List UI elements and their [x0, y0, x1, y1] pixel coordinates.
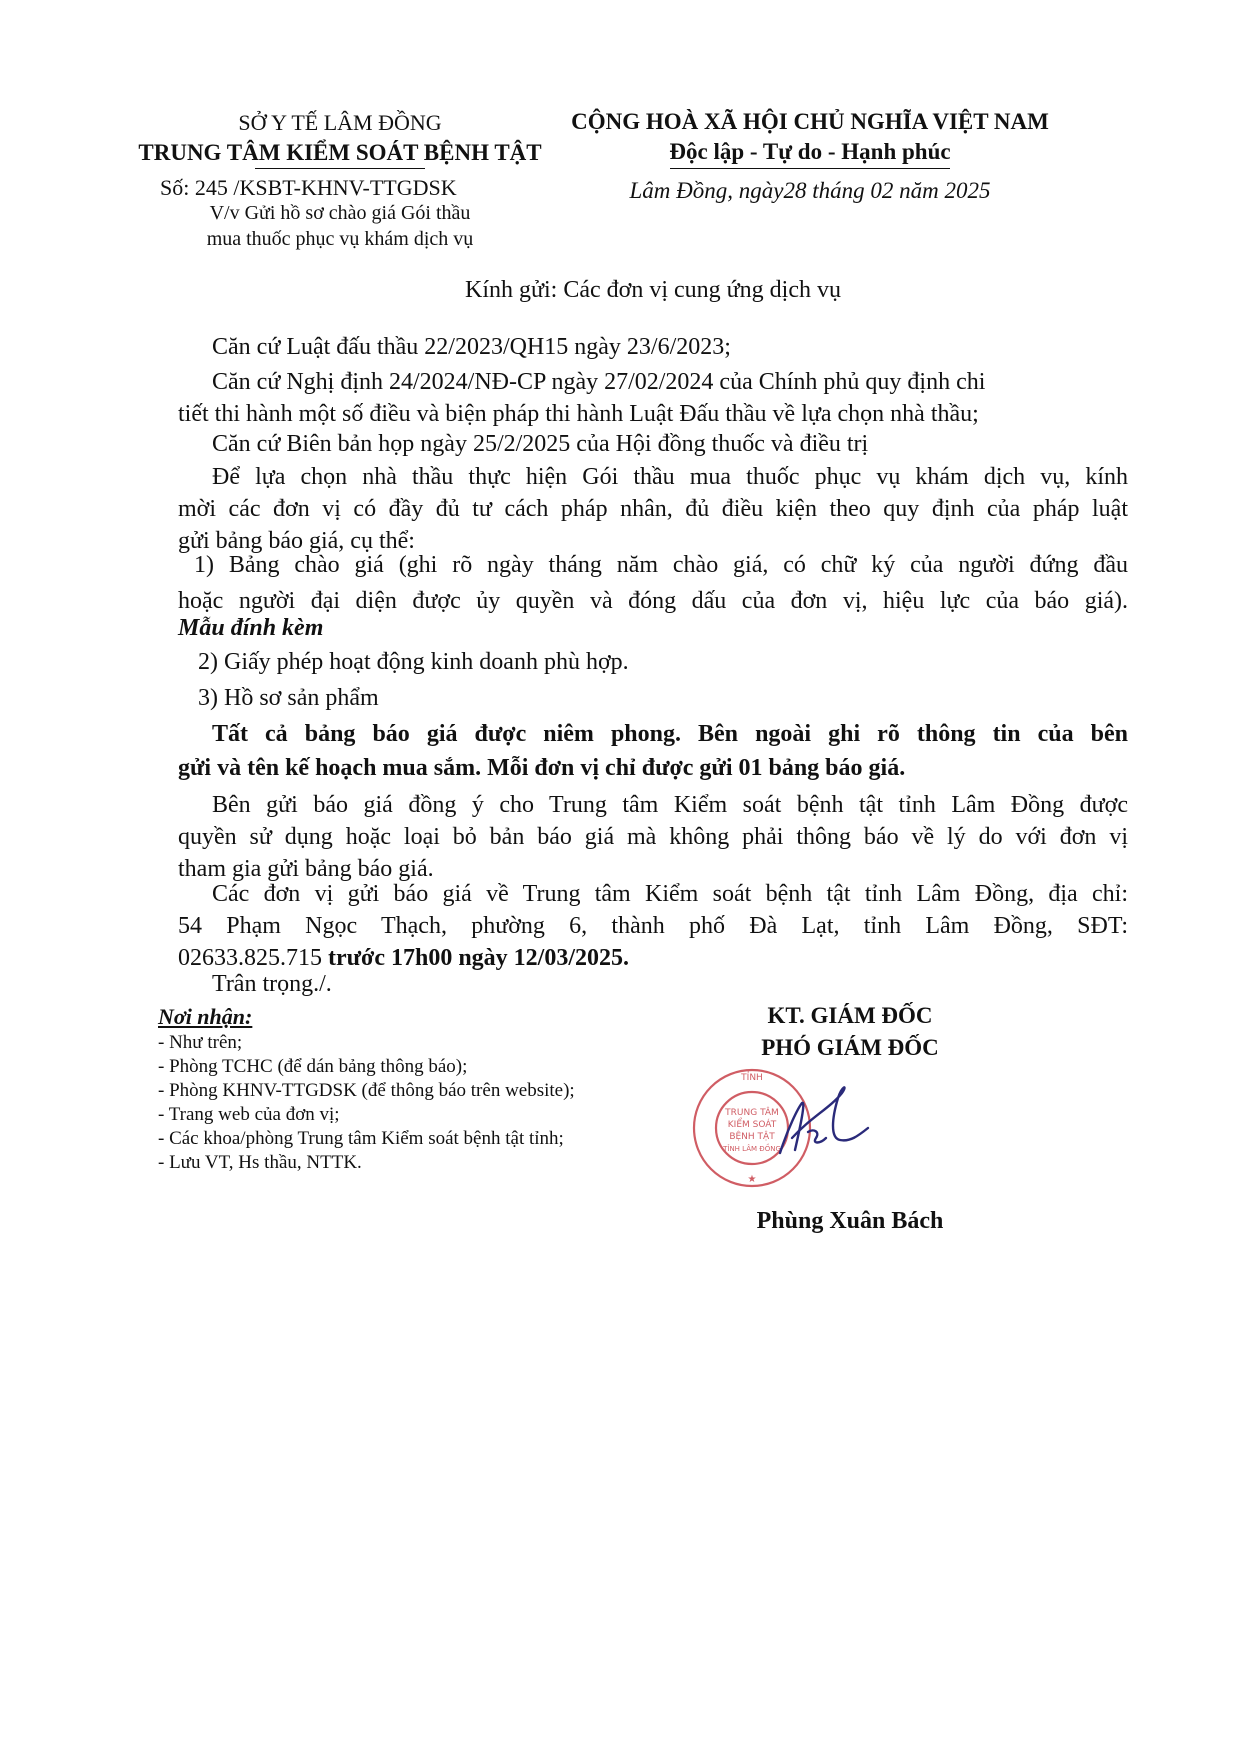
stamp-top-text: TỈNH — [741, 1073, 763, 1083]
body-basis-3 — [178, 428, 1128, 460]
document-subject — [180, 200, 500, 252]
signature-line-2: PHÓ GIÁM ĐỐC — [761, 1035, 939, 1060]
basis-2-line-1: Căn cứ Nghị định 24/2024/NĐ-CP ngày 27/02/2024 của Chính phủ quy định chi — [212, 369, 986, 395]
rights-line-2: quyền sử dụng hoặc loại bỏ bản báo giá mà không phải thông báo về lý do với đơn vị — [178, 824, 1128, 850]
org-underline — [255, 168, 425, 169]
subject-line-1: V/v Gửi hồ sơ chào giá Gói thầu — [209, 202, 471, 224]
org-name: TRUNG TÂM KIỂM SOÁT BỆNH TẬT — [138, 140, 542, 165]
send-line-2: 54 Phạm Ngọc Thạch, phường 6, thành phố Đà Lạt, tỉnh Lâm Đồng, SĐT: — [178, 913, 1128, 939]
place-date: Lâm Đồng, ngày28 tháng 02 năm 2025 — [629, 178, 991, 203]
stamp-line-2: KIỂM SOÁT — [727, 1120, 777, 1130]
basis-1-text: Căn cứ Luật đấu thầu 22/2023/QH15 ngày 23/6/2023; — [212, 334, 731, 360]
document-number: Số: 245 /KSBT-KHNV-TTGDSK — [160, 175, 457, 200]
motto-underline — [670, 168, 950, 169]
body-rights — [178, 789, 1128, 885]
recipient-item: - Phòng KHNV-TTGDSK (để thông báo trên website); — [158, 1080, 575, 1101]
note-line-2: gửi và tên kế hoạch mua sắm. Mỗi đơn vị chỉ được gửi 01 bảng báo giá. — [178, 755, 906, 781]
stamp-line-4: TỈNH LÂM ĐỒNG — [723, 1145, 781, 1153]
addressee: Kính gửi: Các đơn vị cung ứng dịch vụ — [465, 277, 841, 303]
signature-title — [700, 1000, 1000, 1064]
body-basis-2 — [178, 366, 1128, 430]
basis-3-text: Căn cứ Biên bản họp ngày 25/2/2025 của Hội đồng thuốc và điều trị — [212, 431, 869, 457]
signer-name: Phùng Xuân Bách — [756, 1208, 944, 1234]
note-line-1: Tất cả bảng báo giá được niêm phong. Bên ngoài ghi rõ thông tin của bên — [212, 721, 1128, 747]
official-stamp-seal — [680, 1058, 890, 1198]
header-left — [120, 108, 560, 169]
body-item-3 — [178, 682, 1128, 714]
handwritten-signature — [780, 1087, 868, 1153]
body-item-1 — [178, 547, 1128, 619]
body-basis-1 — [178, 331, 1128, 363]
item-2-text: 2) Giấy phép hoạt động kinh doanh phù hợp. — [198, 649, 629, 675]
basis-2-line-2: tiết thi hành một số điều và biện pháp thi hành Luật Đấu thầu về lựa chọn nhà thầu; — [178, 401, 979, 427]
nation-title: CỘNG HOÀ XÃ HỘI CHỦ NGHĨA VIỆT NAM — [571, 109, 1049, 134]
stamp-line-3: BỆNH TẬT — [729, 1132, 775, 1142]
invite-line-3: gửi bảng báo giá, cụ thể: — [178, 528, 415, 554]
item-3-text: 3) Hồ sơ sản phẩm — [198, 685, 379, 711]
body-send — [178, 878, 1128, 974]
invite-line-1: Để lựa chọn nhà thầu thực hiện Gói thầu mua thuốc phục vụ khám dịch vụ, kính — [212, 464, 1128, 490]
item-1-line-1: 1) Bảng chào giá (ghi rõ ngày tháng năm chào giá, có chữ ký của người đứng đầu — [194, 552, 1128, 578]
send-deadline: trước 17h00 ngày 12/03/2025. — [328, 945, 630, 971]
closing-text: Trân trọng./. — [212, 971, 332, 997]
attachment-label: Mẫu đính kèm — [178, 615, 324, 641]
send-line-1: Các đơn vị gửi báo giá về Trung tâm Kiểm soát bệnh tật tỉnh Lâm Đồng, địa chỉ: — [212, 881, 1128, 907]
ministry-name: SỞ Y TẾ LÂM ĐỒNG — [238, 110, 442, 135]
recipient-item: - Các khoa/phòng Trung tâm Kiểm soát bệnh tật tỉnh; — [158, 1128, 564, 1149]
body-invite — [178, 461, 1128, 557]
recipient-item: - Phòng TCHC (để dán bảng thông báo); — [158, 1056, 468, 1077]
recipients — [158, 1003, 575, 1175]
item-1-line-2: hoặc người đại diện được ủy quyền và đóng dấu của đơn vị, hiệu lực của báo giá). — [178, 588, 1128, 614]
body-closing — [178, 968, 1128, 1000]
rights-line-3: tham gia gửi bảng báo giá. — [178, 856, 434, 882]
recipients-title: Nơi nhận: — [158, 1004, 253, 1029]
rights-line-1: Bên gửi báo giá đồng ý cho Trung tâm Kiểm soát bệnh tật tỉnh Lâm Đồng được — [212, 792, 1128, 818]
subject-line-2: mua thuốc phục vụ khám dịch vụ — [206, 228, 474, 250]
send-phone: 02633.825.715 — [178, 945, 328, 971]
invite-line-2: mời các đơn vị có đầy đủ tư cách pháp nhân, đủ điều kiện theo quy định của pháp luật — [178, 496, 1128, 522]
recipient-item: - Như trên; — [158, 1032, 243, 1053]
header-right — [560, 106, 1060, 169]
recipient-item: - Lưu VT, Hs thầu, NTTK. — [158, 1152, 362, 1173]
recipient-item: - Trang web của đơn vị; — [158, 1104, 340, 1125]
body-item-2 — [178, 646, 1128, 678]
sealed-note — [178, 717, 1128, 785]
svg-text:★: ★ — [747, 1174, 757, 1185]
stamp-line-1: TRUNG TÂM — [725, 1108, 779, 1118]
signature-line-1: KT. GIÁM ĐỐC — [767, 1003, 933, 1028]
national-motto: Độc lập - Tự do - Hạnh phúc — [669, 139, 951, 164]
